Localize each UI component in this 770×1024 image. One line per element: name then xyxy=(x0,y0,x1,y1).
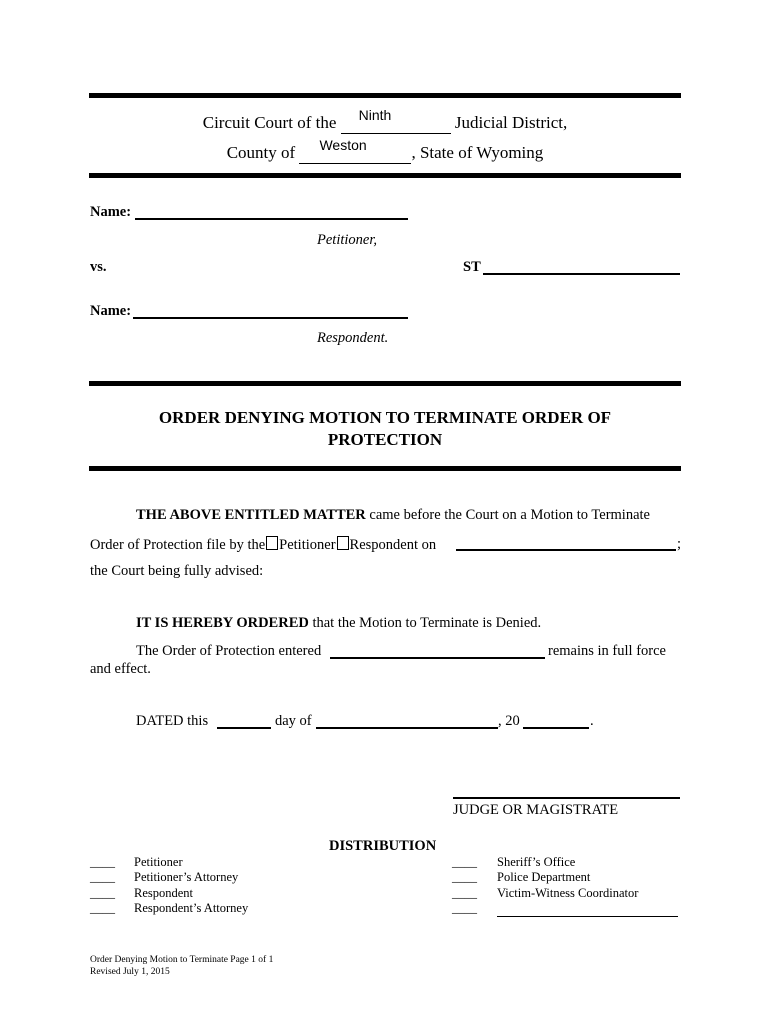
judge-label: JUDGE OR MAGISTRATE xyxy=(453,802,619,818)
paragraph-1-line-2 xyxy=(90,536,436,554)
title-top-rule xyxy=(89,381,681,386)
distribution-right-list xyxy=(452,855,678,917)
distribution-title: DISTRIBUTION xyxy=(329,838,437,854)
county-field[interactable] xyxy=(299,137,411,164)
distribution-item[interactable]: ____ Respondent’s Attorney xyxy=(90,900,249,915)
header-rule xyxy=(89,173,681,178)
respondent-label: Respondent. xyxy=(317,330,389,346)
p3-line-2: and effect. xyxy=(90,661,151,677)
respondent-checkbox[interactable] xyxy=(337,536,349,550)
footer xyxy=(90,954,273,978)
county-suffix: , State of Wyoming xyxy=(411,143,544,162)
distribution-item[interactable]: ____ Victim-Witness Coordinator xyxy=(452,885,639,900)
st-field[interactable] xyxy=(483,273,680,275)
distribution-item[interactable]: ____ Petitioner xyxy=(90,855,183,869)
title-line-1: ORDER DENYING MOTION TO TERMINATE ORDER OF xyxy=(158,408,612,427)
signature-line[interactable] xyxy=(453,797,680,799)
distribution-item[interactable]: ____ xyxy=(452,901,678,917)
p1-bold: THE ABOVE ENTITLED MATTER xyxy=(136,507,366,523)
distribution-item[interactable]: ____ Petitioner’s Attorney xyxy=(90,870,239,885)
document-title xyxy=(0,407,770,451)
petitioner-option-label: Petitioner xyxy=(279,537,336,553)
respondent-name-label: Name: xyxy=(90,303,132,319)
vs-label: vs. xyxy=(90,259,107,275)
p1-rest: came before the Court on a Motion to Terminate xyxy=(365,507,650,523)
petitioner-label: Petitioner, xyxy=(317,232,378,248)
p1-semicolon: ; xyxy=(677,536,682,552)
order-entered-field[interactable] xyxy=(330,657,545,659)
petitioner-name-field[interactable] xyxy=(135,218,408,220)
day-field[interactable] xyxy=(217,727,271,729)
year-field[interactable] xyxy=(523,727,589,729)
district-field[interactable] xyxy=(341,107,451,134)
petitioner-name-label: Name: xyxy=(90,204,132,220)
st-label: ST xyxy=(463,259,481,275)
dated-label: DATED this xyxy=(136,713,209,729)
petitioner-checkbox[interactable] xyxy=(266,536,278,550)
other-recipient-field[interactable] xyxy=(497,901,678,917)
day-of-label: day of xyxy=(275,713,312,729)
distribution-item[interactable]: ____ Sheriff’s Office xyxy=(452,855,576,869)
district-value: Ninth xyxy=(358,107,392,123)
p2-rest: that the Motion to Terminate is Denied. xyxy=(308,615,542,631)
paragraph-1-line-1 xyxy=(136,507,650,524)
paragraph-1-line-3: the Court being fully advised: xyxy=(90,563,264,579)
distribution-item[interactable]: ____ Respondent xyxy=(90,885,194,900)
court-line xyxy=(0,107,770,134)
distribution-item[interactable]: ____ Police Department xyxy=(452,870,591,885)
title-line-2: PROTECTION xyxy=(327,430,443,449)
court-suffix: Judicial District, xyxy=(454,113,568,132)
dated-period: . xyxy=(590,713,594,729)
footer-line-1: Order Denying Motion to Terminate Page 1 of 1 xyxy=(90,955,274,965)
p3-start: The Order of Protection entered xyxy=(136,643,322,659)
distribution-left-list xyxy=(90,855,248,916)
county-value: Weston xyxy=(319,137,367,153)
respondent-name-field[interactable] xyxy=(133,317,408,319)
p3-end: remains in full force xyxy=(548,643,666,659)
year-label: , 20 xyxy=(498,713,520,729)
p2-bold: IT IS HEREBY ORDERED xyxy=(136,615,309,631)
motion-date-field[interactable] xyxy=(456,549,676,551)
respondent-option-label: Respondent on xyxy=(349,537,437,553)
top-rule xyxy=(89,93,681,98)
paragraph-2 xyxy=(136,615,541,632)
county-prefix: County of xyxy=(226,143,296,162)
footer-line-2: Revised July 1, 2015 xyxy=(90,967,170,977)
p1-line2-start: Order of Protection file by the xyxy=(90,537,266,553)
court-prefix: Circuit Court of the xyxy=(202,113,337,132)
county-line xyxy=(0,137,770,164)
month-field[interactable] xyxy=(316,727,498,729)
title-bottom-rule xyxy=(89,466,681,471)
